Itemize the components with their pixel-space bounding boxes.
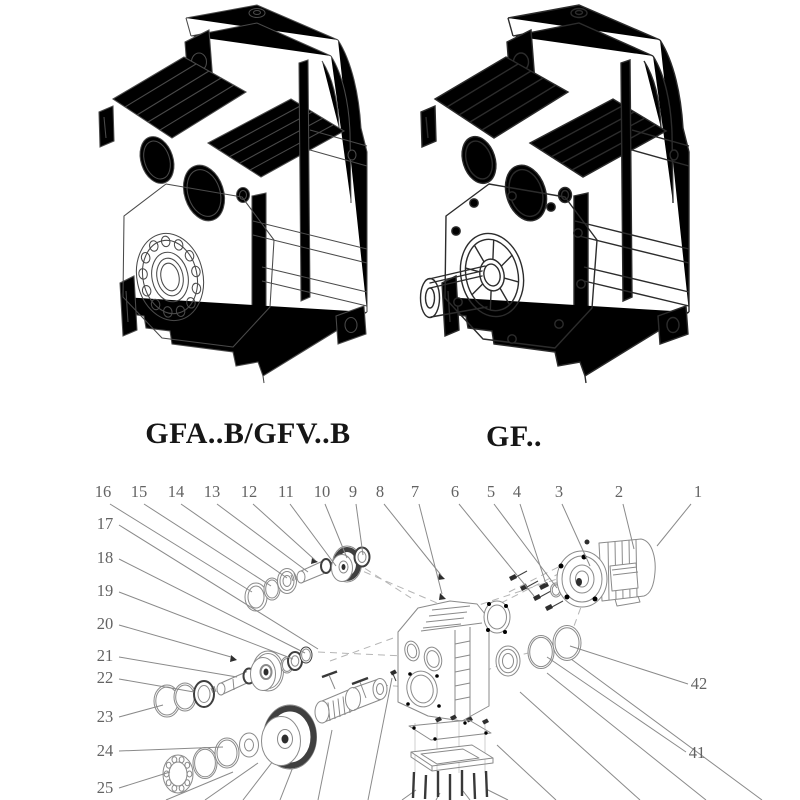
leader-line-10: [325, 504, 347, 558]
leader-line-15: [144, 504, 271, 586]
leader-line-6: [459, 504, 534, 596]
part-number-15: 15: [130, 482, 148, 501]
gearbox-drawing-gf: [421, 5, 690, 383]
leader-line-18: [119, 559, 305, 653]
gear-housing: [398, 601, 510, 721]
part-number-4: 4: [512, 482, 522, 501]
electric-motor: [557, 539, 655, 607]
gearbox-drawing-gfa-gfv: [99, 5, 367, 383]
input-side-rings: [496, 626, 581, 677]
leader-line-8: [384, 504, 441, 575]
model-label-gfa-gfv: GFA..B/GFV..B: [145, 417, 351, 450]
bearing-roller: [161, 235, 171, 247]
bearing-roller: [173, 239, 183, 251]
part-number-11: 11: [278, 482, 294, 501]
leader-line-7: [419, 504, 442, 594]
part-number-2: 2: [614, 482, 624, 501]
part-number-8: 8: [375, 482, 385, 501]
bearing-roller: [140, 252, 150, 264]
part-number-42: 42: [690, 674, 708, 693]
part-number-6: 6: [450, 482, 460, 501]
part-number-25: 25: [96, 778, 114, 797]
part-number-7: 7: [410, 482, 420, 501]
part-number-12: 12: [240, 482, 258, 501]
part-number-1: 1: [693, 482, 703, 501]
part-number-41: 41: [688, 743, 706, 762]
leader-line-16: [110, 504, 252, 592]
exploded-parts-diagram: [95, 482, 762, 800]
leader-line-12: [253, 504, 315, 560]
part-number-18: 18: [96, 548, 114, 567]
bearing-roller: [149, 240, 159, 252]
leader-line-20: [119, 625, 231, 657]
part-number-14: 14: [167, 482, 185, 501]
leader-line-19: [119, 592, 293, 659]
part-number-24: 24: [96, 741, 114, 760]
part-number-9: 9: [348, 482, 358, 501]
part-number-19: 19: [96, 581, 114, 600]
housing-cover: [411, 745, 493, 800]
bearing-roller: [141, 285, 151, 297]
leader-line-25: [119, 772, 170, 788]
model-label-gf: GF..: [486, 420, 542, 453]
leader-line-13: [217, 504, 308, 572]
leader-line-21: [119, 657, 237, 677]
part-number-13: 13: [203, 482, 221, 501]
leader-line-14: [181, 504, 287, 578]
leader-line-1: [657, 504, 691, 546]
part-number-16: 16: [94, 482, 112, 501]
leader-line-41: [547, 657, 686, 752]
input-shaft-parts: [245, 546, 446, 611]
part-number-5: 5: [486, 482, 496, 501]
part-number-3: 3: [554, 482, 564, 501]
hollow-output-shaft: [315, 679, 387, 724]
part-number-10: 10: [313, 482, 331, 501]
part-number-17: 17: [96, 514, 114, 533]
part-number-23: 23: [96, 707, 114, 726]
leader-line-5: [494, 504, 557, 588]
part-number-21: 21: [96, 646, 114, 665]
part-number-20: 20: [96, 614, 114, 633]
leader-line-42: [570, 646, 688, 684]
part-number-22: 22: [96, 668, 114, 687]
